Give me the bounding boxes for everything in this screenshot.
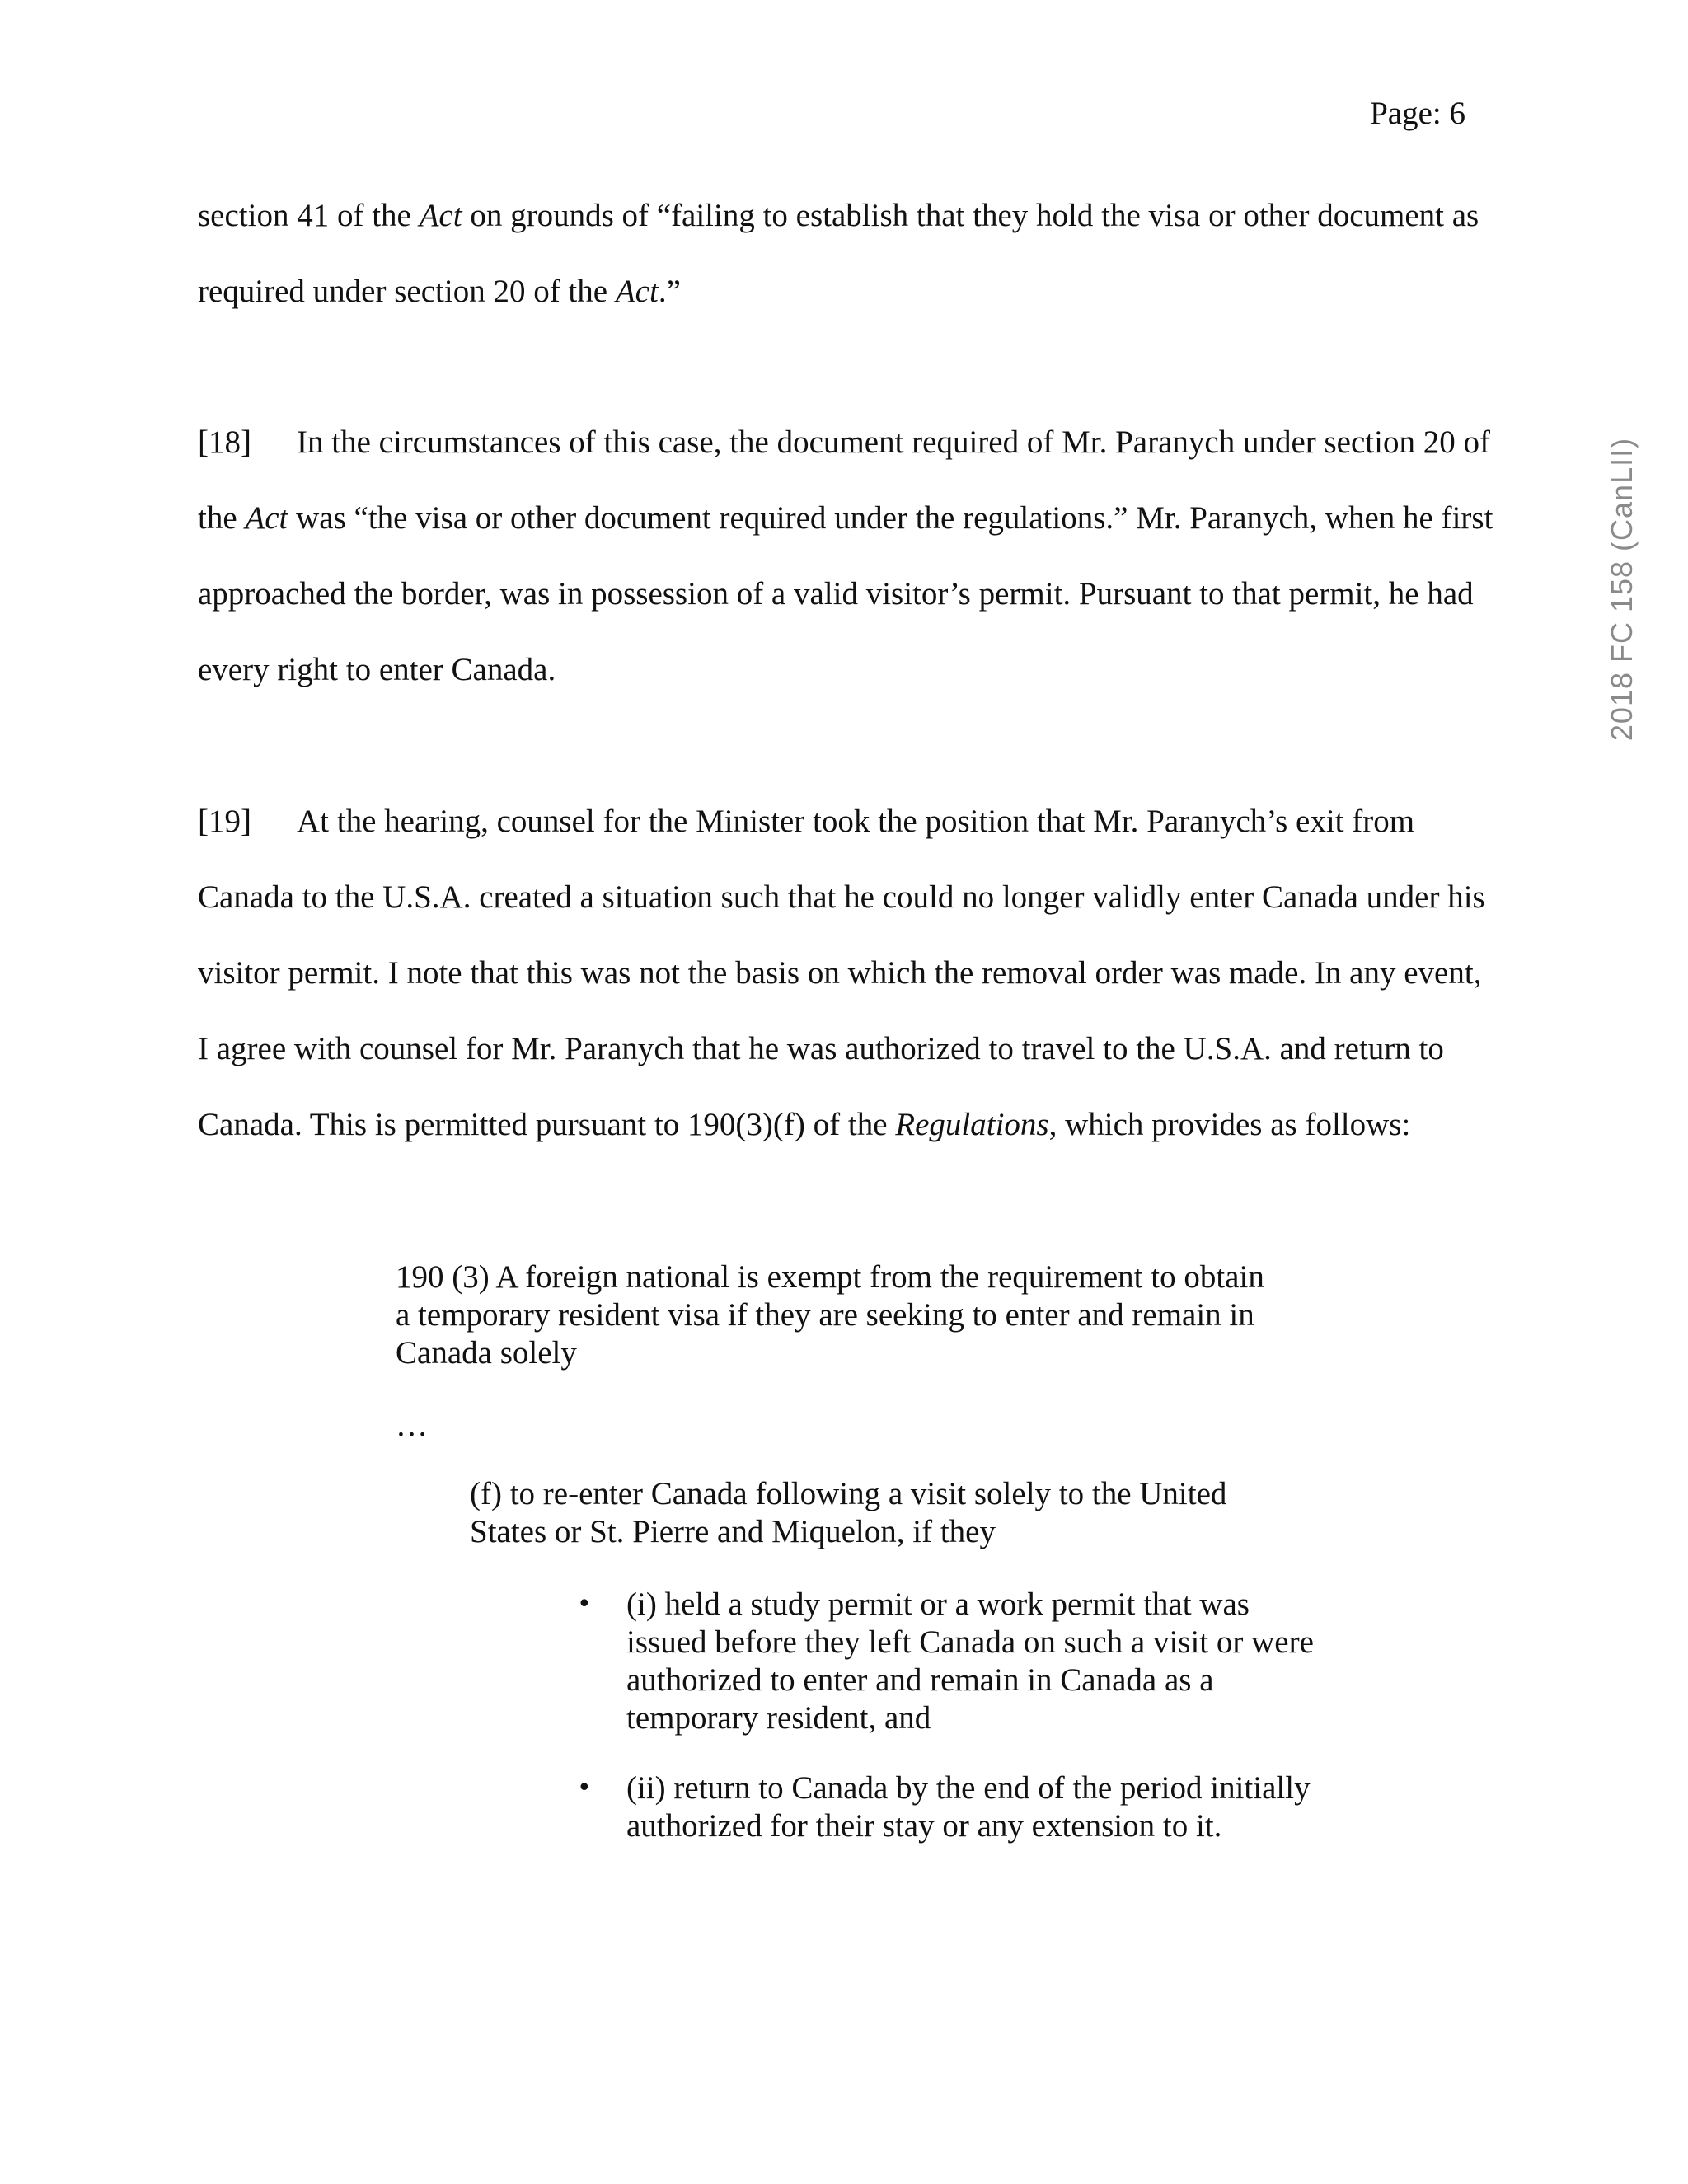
quotation-list-item — [577, 1586, 1319, 1737]
intro-paragraph — [198, 178, 1500, 330]
intro-text-3: .” — [658, 274, 681, 309]
citation-watermark: 2018 FC 158 (CanLII) — [1605, 437, 1639, 742]
paragraph-19-regulations-ref: Regulations — [895, 1107, 1049, 1142]
paragraph-number-19: [19] — [198, 804, 251, 839]
quotation-intro: 190 (3) A foreign national is exempt from the requirement to obtain a temporary resident visa if they are seeking to enter and remain in Canada solely — [396, 1259, 1264, 1371]
page-number: Page: 6 — [1370, 96, 1465, 131]
paragraph-19-text-2: , which provides as follows: — [1048, 1107, 1411, 1142]
intro-act-ref-1: Act — [419, 198, 462, 233]
bullet-icon: • — [577, 1774, 592, 1802]
quotation-ellipsis: … — [396, 1408, 428, 1443]
paragraph-19 — [198, 784, 1500, 1163]
paragraph-18-text-1: In the circumstances of this case, the document required of Mr. Paranych under section 20 of the — [198, 424, 1490, 536]
intro-act-ref-2: Act — [615, 274, 659, 309]
paragraph-18 — [198, 405, 1500, 708]
paragraph-18-text-2: was “the visa or other document required under the regulations.” Mr. Paranych, when he first approached the border, was in possession of a valid visitor’s permit. Pursuant to that permit, he had every right to enter Canada. — [198, 500, 1493, 687]
quotation-list-item-text: (ii) return to Canada by the end of the period initially authorized for their stay or any extension to it. — [626, 1770, 1311, 1844]
quotation-list-item-text: (i) held a study permit or a work permit that was issued before they left Canada on such a visit or were authorized to enter and remain in Canada as a temporary resident, and — [626, 1586, 1314, 1736]
paragraph-18-act-ref: Act — [245, 500, 288, 536]
quotation-clause-f: (f) to re-enter Canada following a visit solely to the United States or St. Pierre and Miquelon, if they — [470, 1476, 1227, 1549]
intro-text-1: section 41 of the — [198, 198, 420, 233]
bullet-icon: • — [577, 1590, 592, 1619]
paragraph-number-18: [18] — [198, 424, 251, 460]
intro-text-2: on grounds of “failing to establish that they hold the visa or other document as required under section 20 of the — [198, 198, 1479, 309]
quotation-list-item — [577, 1769, 1319, 1845]
paragraph-19-text-1: At the hearing, counsel for the Minister took the position that Mr. Paranych’s exit from Canada to the U.S.A. created a situation such that he could no longer validly enter Canada under his visitor permit. I note that this was not the basis on which the removal order was made. In any event, I agree with counsel for Mr. Paranych that he was authorized to travel to the U.S.A. and return to Canada. This is permitted pursuant to 190(3)(f) of the — [198, 804, 1485, 1142]
